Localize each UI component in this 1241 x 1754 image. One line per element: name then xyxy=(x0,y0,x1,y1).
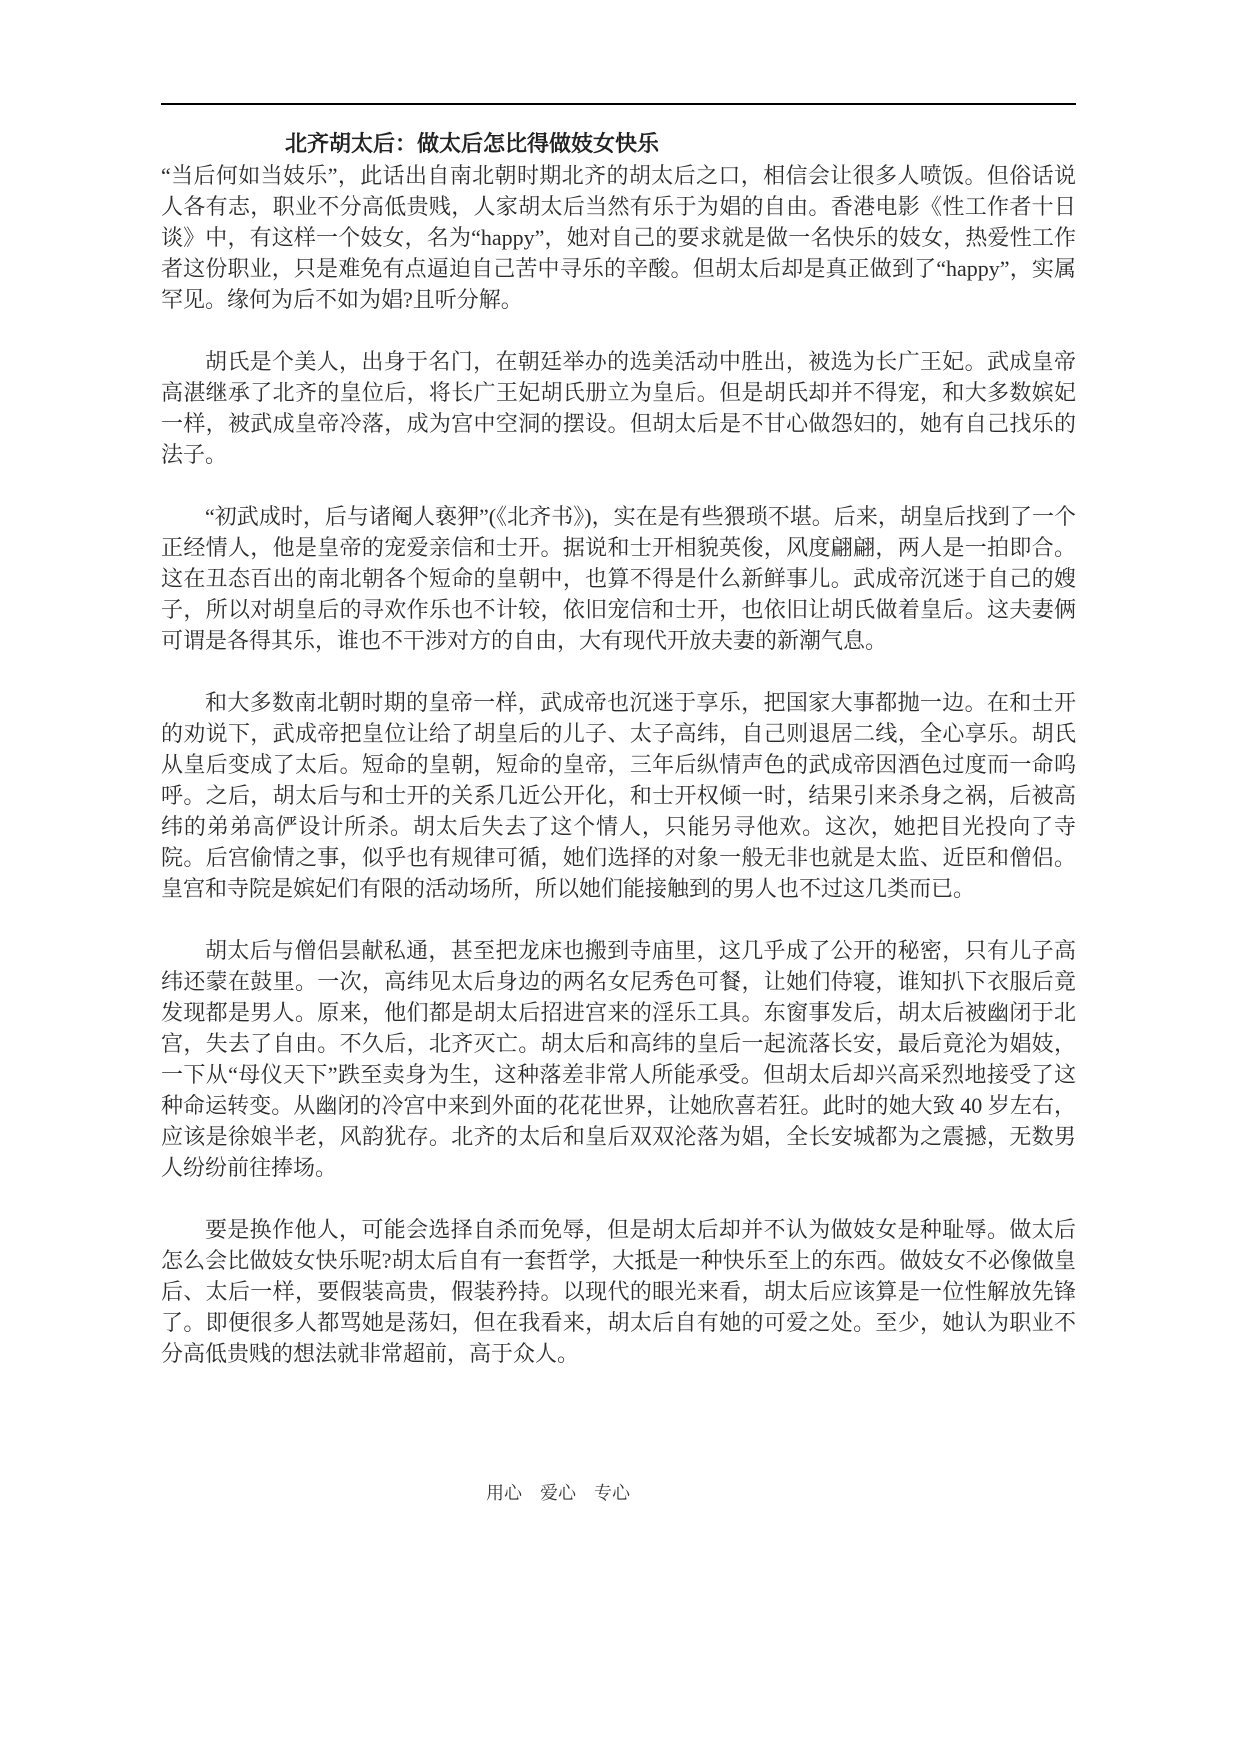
paragraph: “当后何如当妓乐”，此话出自南北朝时期北齐的胡太后之口，相信会让很多人喷饭。但俗话说人各有志，职业不分高低贵贱，人家胡太后当然有乐于为娼的自由。香港电影《性工作者十日谈》中，有这样一个妓女，名为“happy”，她对自己的要求就是做一名快乐的妓女，热爱性工作者这份职业，只是难免有点逼迫自己苦中寻乐的辛酸。但胡太后却是真正做到了“happy”，实属罕见。缘何为后不如为娼?且听分解。 xyxy=(161,163,1076,312)
paragraph: 胡太后与僧侣昙献私通，甚至把龙床也搬到寺庙里，这几乎成了公开的秘密，只有儿子高纬还蒙在鼓里。一次，高纬见太后身边的两名女尼秀色可餐，让她们侍寝，谁知扒下衣服后竟发现都是男人。原来，他们都是胡太后招进宫来的淫乐工具。东窗事发后，胡太后被幽闭于北宫，失去了自由。不久后，北齐灭亡。胡太后和高纬的皇后一起流落长安，最后竟沦为娼妓，一下从“母仪天下”跌至卖身为生，这种落差非常人所能承受。但胡太后却兴高采烈地接受了这种命运转变。从幽闭的冷宫中来到外面的花花世界，让她欣喜若狂。此时的她大致 40 岁左右，应该是徐娘半老，风韵犹存。北齐的太后和皇后双双沦落为娼，全长安城都为之震撼，无数男人纷纷前往捧场。 xyxy=(161,938,1076,1180)
page-footer: 用心 爱心 专心 xyxy=(486,1483,630,1503)
document-title: 北齐胡太后：做太后怎比得做妓女快乐 xyxy=(285,131,660,156)
paragraph: 和大多数南北朝时期的皇帝一样，武成帝也沉迷于享乐，把国家大事都抛一边。在和士开的劝说下，武成帝把皇位让给了胡皇后的儿子、太子高纬，自己则退居二线，全心享乐。胡氏从皇后变成了太后。短命的皇朝，短命的皇帝，三年后纵情声色的武成帝因酒色过度而一命呜呼。之后，胡太后与和士开的关系几近公开化，和士开权倾一时，结果引来杀身之祸，后被高纬的弟弟高俨设计所杀。胡太后失去了这个情人，只能另寻他欢。这次，她把目光投向了寺院。后宫偷情之事，似乎也有规律可循，她们选择的对象一般无非也就是太监、近臣和僧侣。皇宫和寺院是嫔妃们有限的活动场所，所以她们能接触到的男人也不过这几类而已。 xyxy=(161,690,1076,901)
header-rule xyxy=(161,103,1076,105)
paragraph: “初武成时，后与诸阉人亵狎”(《北齐书》)，实在是有些猥琐不堪。后来，胡皇后找到了一个正经情人，他是皇帝的宠爱亲信和士开。据说和士开相貌英俊，风度翩翩，两人是一拍即合。这在丑态百出的南北朝各个短命的皇朝中，也算不得是什么新鲜事儿。武成帝沉迷于自己的嫂子，所以对胡皇后的寻欢作乐也不计较，依旧宠信和士开，也依旧让胡氏做着皇后。这夫妻俩可谓是各得其乐，谁也不干涉对方的自由，大有现代开放夫妻的新潮气息。 xyxy=(161,504,1076,653)
paragraph: 胡氏是个美人，出身于名门，在朝廷举办的选美活动中胜出，被选为长广王妃。武成皇帝高湛继承了北齐的皇位后，将长广王妃胡氏册立为皇后。但是胡氏却并不得宠，和大多数嫔妃一样，被武成皇帝冷落，成为宫中空洞的摆设。但胡太后是不甘心做怨妇的，她有自己找乐的法子。 xyxy=(161,349,1076,467)
paragraph: 要是换作他人，可能会选择自杀而免辱，但是胡太后却并不认为做妓女是种耻辱。做太后怎么会比做妓女快乐呢?胡太后自有一套哲学，大抵是一种快乐至上的东西。做妓女不必像做皇后、太后一样，要假装高贵，假装矜持。以现代的眼光来看，胡太后应该算是一位性解放先锋了。即便很多人都骂她是荡妇，但在我看来，胡太后自有她的可爱之处。至少，她认为职业不分高低贵贱的想法就非常超前，高于众人。 xyxy=(161,1217,1076,1366)
document-body xyxy=(161,128,1076,1369)
